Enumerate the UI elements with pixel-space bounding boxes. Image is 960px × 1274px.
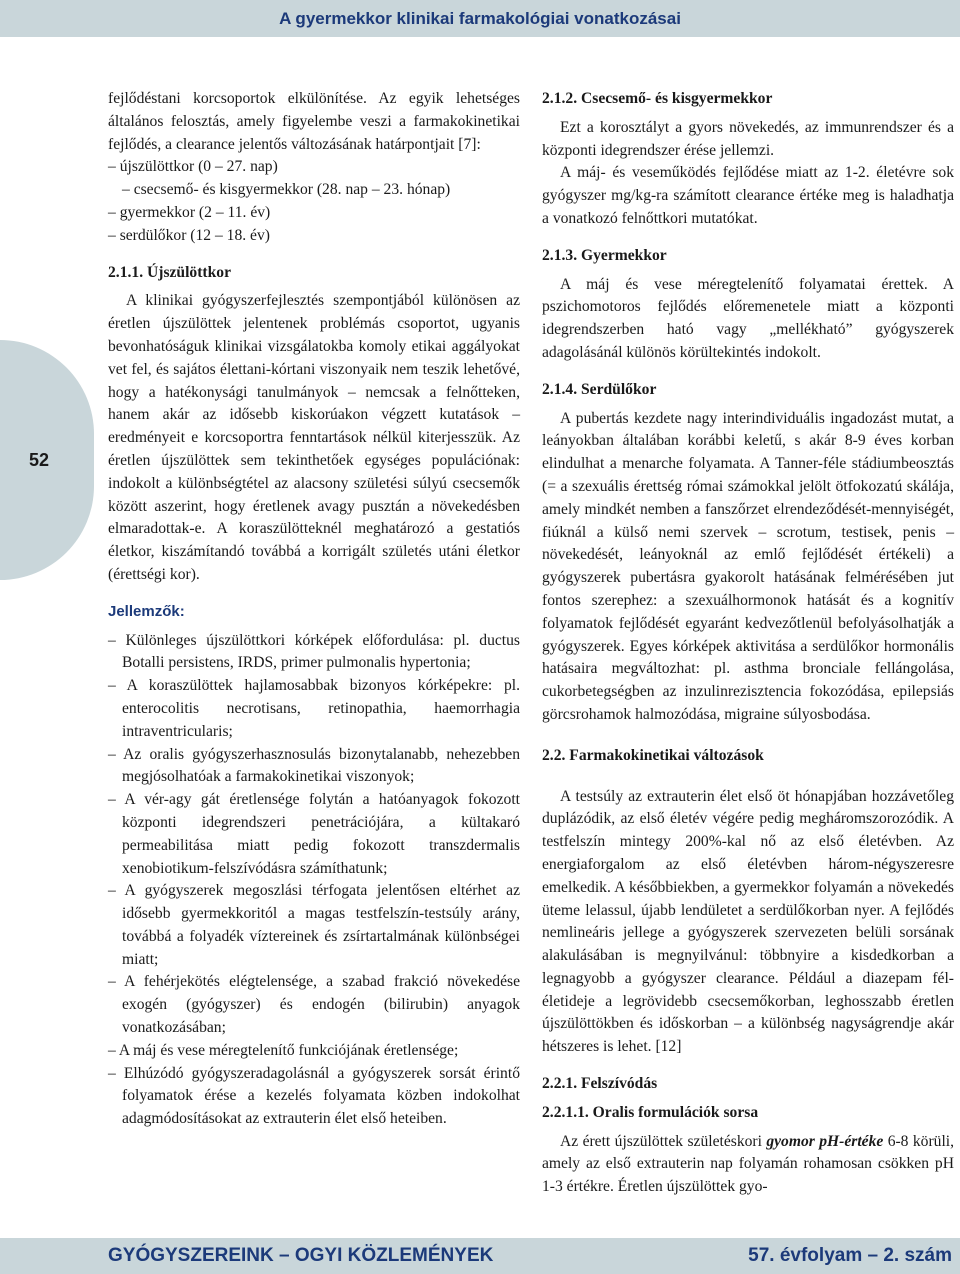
feature-item: – A gyógyszerek megoszlási térfogata jelentősen eltérhet az idősebb gyermekkoritól a magas testfelszín-testsúly arány, továbbá a folyadék víztereinek és zsírtartalmának különbségei miatt; (108, 882, 520, 968)
features-heading: Jellemzők: (108, 602, 185, 620)
section-heading-2-1-2: 2.1.2. Csecsemő- és kisgyermekkor (542, 90, 773, 107)
section-2-1-1-paragraph: A klinikai gyógyszerfejlesztés szempontjából különösen az éretlen újszülöttek jelentenek problémás csoportot, ugyanis bevonhatóságuk klinikai vizsgálatokba komoly etikai aggályokat vet fel, és sajátos élettani-kórtani viszonyaik nem teszik lehetővé, hogy a hatékonysági tanulmányok – nemcsak a felnőtteken, hanem akár az idősebb kiskorúakon végzett kutatások – eredményeit e korcsoportra fenntartások nélkül kiterjesszük. Az éretlen újszülöttek sem tekinthetőek egységes populációnak: indokolt a különbségtétel az alacsony születési súlyú csecsemők között aszerint, hogy éretlenek avagy pusztán a növekedésben elmaradottak-e. A koraszülötteknél meghatározó a gestatiós életkor, kiszámítandó továbbá a korrigált születés utáni életkor (érettségi kor). (108, 292, 520, 583)
footer-issue: 57. évfolyam – 2. szám (748, 1245, 952, 1266)
section-2-1-2-paragraph-2: A máj- és veseműködés fejlődése miatt az 1-2. életévre sok gyógyszer mg/kg-ra számított clearance értéke meg is haladhatja a vonatkozó felnőttkori mutatókat. (542, 164, 954, 227)
feature-item: – A koraszülöttek hajlamosabbak bizonyos kórképekre: pl. enterocolitis necrotisans, retinopathia, haemorrhagia intraventricularis; (108, 677, 520, 740)
section-2-1-3-paragraph: A máj és vese méregtelenítő folyamatai érettek. A pszichomotoros fejlődés előremenetele miatt a központi idegrendszerben ható vagy „mellékható” gyógyszerek adagolásánál különös körültekintés indokolt. (542, 275, 954, 361)
emphasis-gyomor-ph: gyomor pH-értéke (766, 1132, 884, 1150)
right-column (542, 88, 954, 1199)
section-heading-2-2: 2.2. Farmakokinetikai változások (542, 746, 764, 764)
age-group-list (108, 156, 520, 247)
running-header-title: A gyermekkor klinikai farmakológiai vonatkozásai (279, 8, 681, 28)
section-heading-2-1-4: 2.1.4. Serdülőkor (542, 380, 657, 398)
intro-paragraph: fejlődéstani korcsoportok elkülönítése. Az egyik lehetséges általános felosztás, amely figyelembe veszi a farmakokinetikai fejlődés, a clearance jelentős változásának határpontjait [7]: (108, 90, 520, 153)
section-heading-2-2-1-1: 2.2.1.1. Oralis formulációk sorsa (542, 1103, 759, 1121)
paragraph-text: Az érett újszülöttek születéskori (560, 1132, 767, 1150)
section-heading-2-1-1: 2.1.1. Újszülöttkor (108, 263, 232, 281)
page-number: 52 (28, 449, 50, 470)
feature-item: – A fehérjekötés elégtelensége, a szabad frakció növekedése exogén (gyógyszer) és endogén (bilirubin) anyagok vonatkozásában; (108, 973, 520, 1037)
age-group-item: – gyermekkor (2 – 11. év) (108, 203, 271, 221)
feature-item: – A máj és vese méregtelenítő funkciójának éretlensége; (108, 1041, 459, 1059)
section-2-2-1-1-paragraph (542, 1131, 954, 1199)
age-group-item: – újszülöttkor (0 – 27. nap) (108, 158, 278, 176)
feature-item: – Elhúzódó gyógyszeradagolásnál a gyógyszerek sorsát érintő folyamatok érése a kezelés folyamata közben indokolhat adagmódosításokat az extrauterin élet első heteiben. (108, 1064, 520, 1128)
footer-journal-name: GYÓGYSZEREINK – OGYI KÖZLEMÉNYEK (108, 1245, 494, 1266)
section-heading-2-1-3: 2.1.3. Gyermekkor (542, 246, 667, 264)
paragraph-text: 6-8 körüli, amely az első extrauterin nap folyamán rohamosan csökken pH 1-3 értékre. Éretlen újszülöttek gyo- (542, 1132, 955, 1196)
section-2-1-2-paragraph-1: Ezt a korosztályt a gyors növekedés, az immunrendszer és a központi idegrendszer érése jellemzi. (542, 118, 954, 159)
age-group-item: – serdülőkor (12 – 18. év) (108, 226, 270, 244)
section-2-1-4-paragraph: A pubertás kezdete nagy interindividuális ingadozást mutat, a leányokban általában korábbi keletű, s akár 8-9 éves korban elindulhat a menarche folyamata. A Tanner-féle stádiumbeosztás (= a szexuális érettség római számokkal jelölt ötfokozatú skálája, amely mindkét nemben a fanszőrzet elrendeződését-mennyiségét, fiúknál a külső nemi szervek – scrotum, testisek, penis – növekedését, leányoknál az emlő fejlődését értékeli) a gyógyszerek pubertásra gyakorolt hatásának felmérésében jut fontos szerephez: a szexuálhormonok hatását és a kognitív folyamatok fejlődését egyaránt kedvezőtlenül befolyásolhatják a gyógyszerek. Egyes kórképek aktivitása a serdülőkor hormonális hatásaira megváltozhat: pl. asthma bronciale fellángolása, cukorbetegségben az inzulinrezisztencia fokozódása, epilepsiás görcsrohamok halmozódása, migraine súlyosbodása. (542, 409, 954, 723)
page-number-tab (0, 340, 94, 580)
footer-bar (0, 1238, 960, 1274)
left-column (108, 88, 520, 1131)
feature-item: – Az oralis gyógyszerhasznosulás bizonytalanabb, nehezebben megjósolhatóak a farmakokinetikai viszonyok; (108, 745, 520, 786)
running-header (0, 0, 960, 37)
section-heading-2-2-1: 2.2.1. Felszívódás (542, 1075, 658, 1093)
feature-item: – Különleges újszülöttkori kórképek előfordulása: pl. ductus Botalli persistens, IRDS, primer pulmonalis hypertonia; (108, 631, 520, 672)
feature-item: – A vér-agy gát éretlensége folytán a hatóanyagok fokozott központi idegrendszeri penetrációjára, a kültakaró permeabilitása miatt pedig fokozott transzdermalis xenobiotikum-felszívódásra számíthatunk; (108, 791, 520, 877)
section-2-2-paragraph: A testsúly az extrauterin élet első öt hónapjában hozzávetőleg duplázódik, az első életév végére pedig megháromszorozódik. A testfelszín mintegy 200%-kal nő az első életévben. Az energiaforgalom az első életévben három-négyszeresre emelkedik. A későbbiekben, a gyermekkor folyamán a növekedés üteme lelassul, újabb lendületet a serdülőkorban nyer. A fejlődés nemlineáris jellege a gyógyszerek szervezeten belüli sorsának alakulásában is megnyilvánul: többnyire a kisdedkorban a legnagyobb a gyógyszer clearance. Például a diazepam fél-életideje a legrövidebb csecsemőkorban, leghosszabb éretlen újszülöttökben és időskorban – a különbség nagyságrendje akár hétszeres is lehet. [12] (542, 787, 954, 1056)
age-group-item: – csecsemő- és kisgyermekkor (28. nap – 23. hónap) (122, 181, 451, 199)
features-list (108, 630, 520, 1132)
